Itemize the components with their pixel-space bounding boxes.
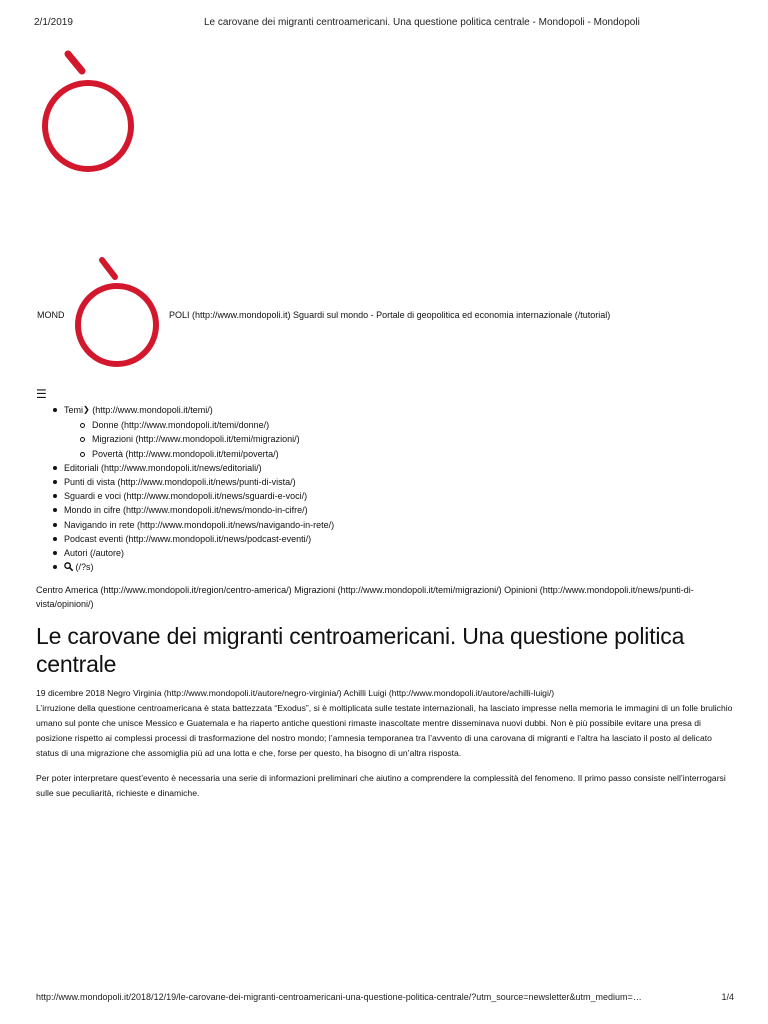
page-number: 1/4 (721, 992, 734, 1002)
article-title: Le carovane dei migranti centroamericani. Una questione politica centrale (36, 623, 685, 677)
nav-item-editoriali[interactable]: Editoriali (http://www.mondopoli.it/news/editoriali/) (36, 461, 736, 475)
nav-subitem-migrazioni[interactable]: Migrazioni (http://www.mondopoli.it/temi/migrazioni/) (36, 432, 736, 446)
print-date: 2/1/2019 (34, 17, 73, 28)
nav-item-autori[interactable]: Autori (/autore) (36, 546, 736, 560)
main-nav (36, 403, 736, 574)
article-paragraph: Per poter interpretare quest’evento è necessaria una serie di informazioni preliminari che aiutino a comprendere la complessità del fenomeno. Il primo passo consiste nell’interrogarsi sulle sue peculiarità, richieste e dinamiche. (36, 773, 726, 798)
nav-subitem-donne[interactable]: Donne (http://www.mondopoli.it/temi/donne/) (36, 418, 736, 432)
nav-item-podcast-eventi[interactable]: Podcast eventi (http://www.mondopoli.it/news/podcast-eventi/) (36, 532, 736, 546)
nav-item-search[interactable]: (/?s) (36, 560, 736, 574)
search-icon (64, 562, 73, 571)
article-paragraph: L’irruzione della questione centroamericana è stata battezzata “Exodus”, si è moltiplicata sulle testate internazionali, ha lasciato impresse nella memoria le immagini di un folle brulichio umano sul ponte che unisce Messico e Guatemala e ha riaperto antiche questioni rimaste inascoltate mentre disseminava nuovi dubbi. Non è più possibile evitare una presa di posizione rispetto ai complessi processi di trasformazione del nostro mondo; l’amnesia temporanea tra l’avvento di una carovana di migranti e l’altra ha lasciato il posto al delicato status di una migrazione che assomiglia più ad una lotta e che, forse per questo, ha bisogno di un’altra risposta. (36, 703, 733, 758)
hamburger-icon[interactable]: ☰ (36, 387, 47, 401)
mondopoli-logo-icon[interactable] (38, 49, 138, 175)
nav-item-punti-di-vista[interactable]: Punti di vista (http://www.mondopoli.it/news/punti-di-vista/) (36, 475, 736, 489)
nav-subitem-poverta[interactable]: Povertà (http://www.mondopoli.it/temi/poverta/) (36, 447, 736, 461)
article-body (36, 701, 736, 811)
nav-item-sguardi-e-voci[interactable]: Sguardi e voci (http://www.mondopoli.it/news/sguardi-e-voci/) (36, 489, 736, 503)
print-document-title: Le carovane dei migranti centroamericani. Una questione politica centrale - Mondopoli - Mondopoli (204, 17, 640, 28)
nav-item-temi[interactable]: Temi❯ (http://www.mondopoli.it/temi/) (36, 403, 736, 418)
brand-o-logo-icon[interactable] (73, 256, 163, 370)
brand-tagline-link[interactable]: POLI (http://www.mondopoli.it) Sguardi sul mondo - Portale di geopolitica ed economia internazionale (/tutorial) (169, 310, 611, 320)
print-footer-url: http://www.mondopoli.it/2018/12/19/le-carovane-dei-migranti-centroamericani-una-questione-politica-centrale/?utm_source=newsletter&utm_medium=… (36, 992, 642, 1002)
brand-mond-text[interactable]: MOND (37, 310, 65, 320)
nav-item-navigando-in-rete[interactable]: Navigando in rete (http://www.mondopoli.it/news/navigando-in-rete/) (36, 518, 736, 532)
chevron-down-icon: ❯ (83, 405, 90, 414)
nav-item-mondo-in-cifre[interactable]: Mondo in cifre (http://www.mondopoli.it/news/mondo-in-cifre/) (36, 503, 736, 517)
category-breadcrumb[interactable]: Centro America (http://www.mondopoli.it/region/centro-america/) Migrazioni (http://www.mondopoli.it/temi/migrazioni/) Opinioni (http://www.mondopoli.it/news/punti-di-vista/opinioni/) (36, 585, 694, 609)
article-meta[interactable]: 19 dicembre 2018 Negro Virginia (http://www.mondopoli.it/autore/negro-virginia/) Achilli Luigi (http://www.mondopoli.it/autore/achilli-luigi/) (36, 688, 555, 698)
